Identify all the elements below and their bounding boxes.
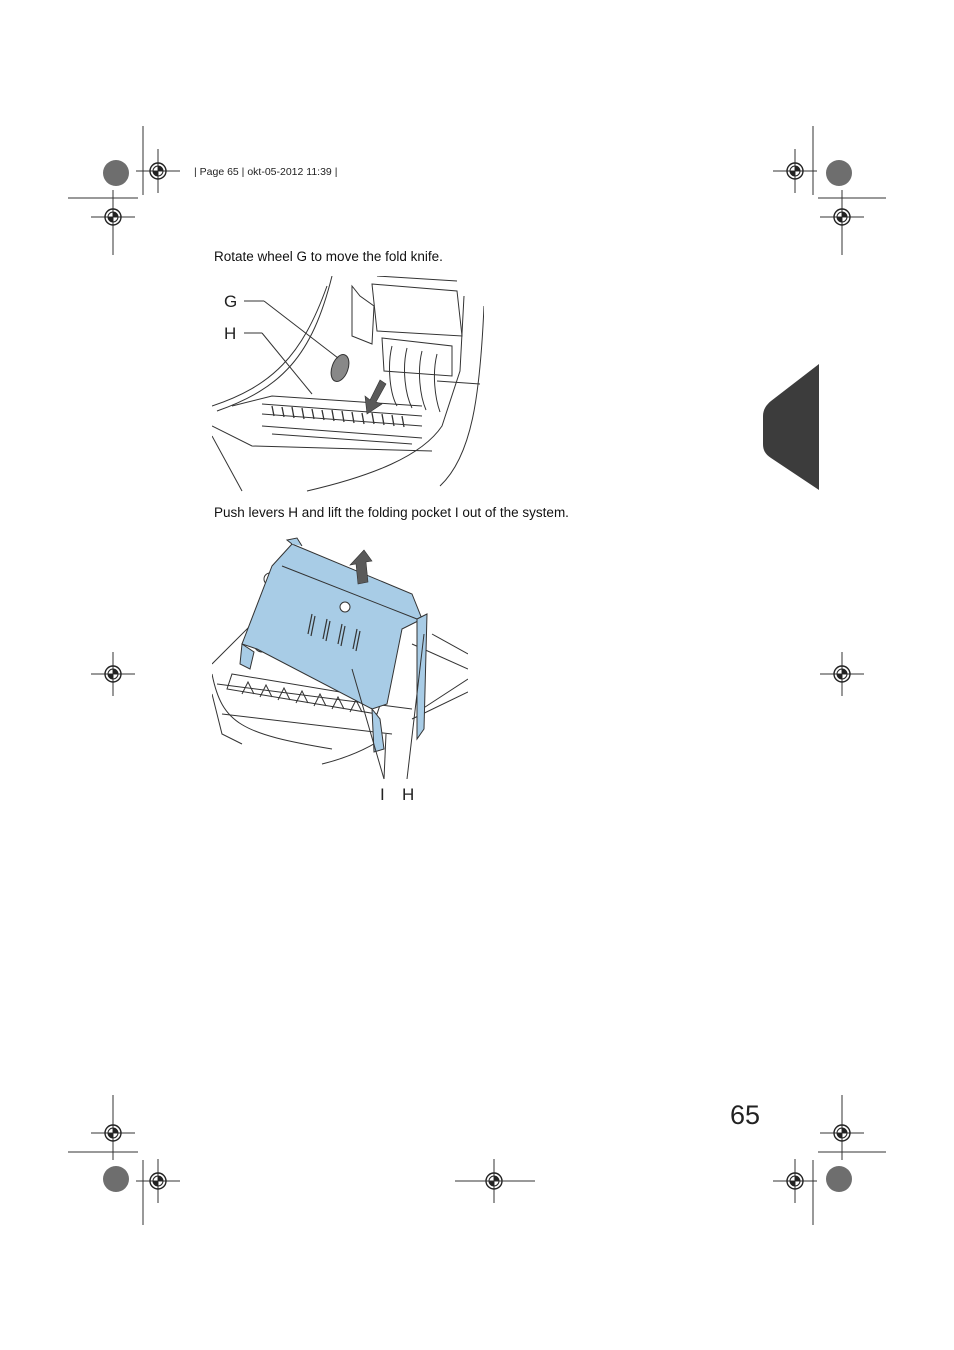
registration-target-icon [91, 1111, 135, 1155]
chapter-tab [763, 364, 819, 490]
callout-label-i: I [380, 785, 385, 804]
registration-target-icon [773, 149, 817, 193]
figure-fold-knife-wheel [212, 276, 484, 492]
instruction-rotate-wheel: Rotate wheel G to move the fold knife. [214, 249, 443, 264]
registration-target-icon [136, 149, 180, 193]
registration-target-icon [820, 195, 864, 239]
registration-target-icon [91, 195, 135, 239]
page-number: 65 [730, 1100, 761, 1130]
registration-target-icon [773, 1159, 817, 1203]
callout-label-h: H [402, 785, 415, 804]
registration-target-icon [136, 1159, 180, 1203]
print-slug: | Page 65 | okt-05-2012 11:39 | [194, 166, 338, 178]
registration-target-icon [91, 652, 135, 696]
instruction-push-levers: Push levers H and lift the folding pocket I out of the system. [214, 505, 569, 520]
registration-target-icon [820, 1111, 864, 1155]
registration-target-icon [820, 652, 864, 696]
figure-folding-pocket [212, 534, 468, 804]
crop-line [455, 1180, 535, 1182]
callout-label-g: G [224, 292, 238, 311]
callout-label-h: H [224, 324, 237, 343]
